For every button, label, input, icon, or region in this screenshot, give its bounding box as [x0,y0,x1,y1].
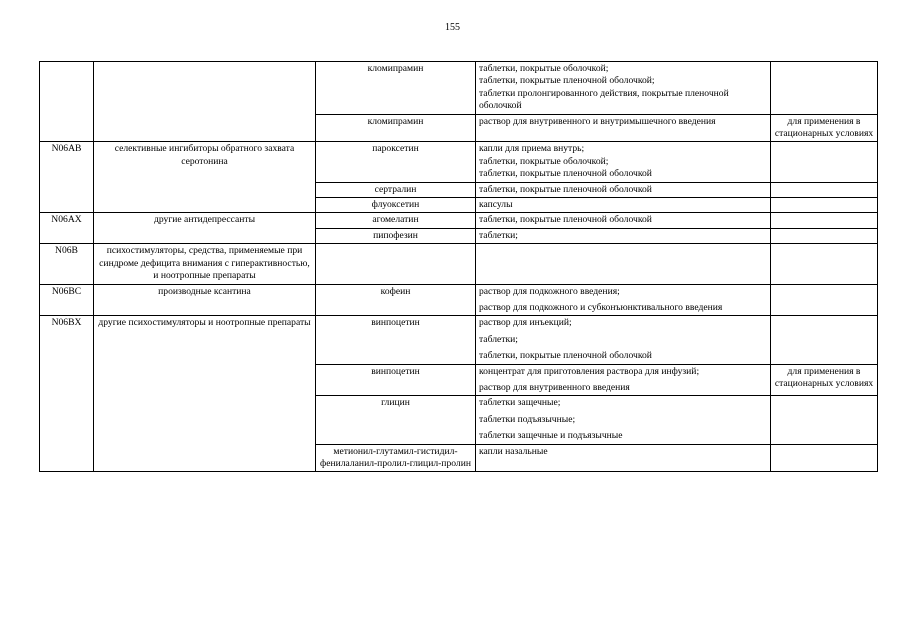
drug-name-cell [316,244,476,284]
dosage-forms-cell [476,142,771,182]
dosage-form-line: таблетки, покрытые пленочной оболочкой; [479,75,655,87]
note-cell [771,244,878,284]
table-row [40,213,878,228]
note-cell [771,142,878,182]
dosage-forms-cell [476,114,771,142]
atc-code-cell: N06AB [40,142,94,213]
dosage-forms-cell [476,284,771,316]
page-number: 155 [445,22,460,33]
dosage-forms-cell [476,244,771,284]
table-row [40,284,878,316]
dosage-form-line: таблетки подъязычные; [479,413,576,425]
dosage-forms-cell [476,62,771,115]
table-row [40,142,878,182]
dosage-form-line: таблетки, покрытые пленочной оболочкой [479,350,652,362]
note-cell [771,213,878,228]
group-name-cell: психостимуляторы, средства, применяемые при синдроме дефицита внимания с гиперактивностью, и ноотропные препараты [94,244,316,284]
atc-code-cell: N06AX [40,213,94,244]
note-cell [771,316,878,364]
table-row [40,316,878,364]
dosage-form-line: таблетки пролонгированного действия, покрытые пленочной оболочкой [479,87,729,112]
dosage-form-line: раствор для внутривенного введения [479,381,630,393]
note-cell: для применения в стационарных условиях [771,364,878,396]
group-name-cell [94,62,316,142]
dosage-form-line: таблетки; [479,333,518,345]
atc-code-cell: N06BC [40,284,94,316]
drug-name-cell: сертралин [316,182,476,197]
note-cell [771,444,878,472]
group-name-cell: другие антидепрессанты [94,213,316,244]
note-cell [771,198,878,213]
dosage-form-line: таблетки, покрытые пленочной оболочкой [479,214,652,226]
dosage-form-line: капли для приема внутрь; [479,143,585,155]
dosage-form-line: капсулы [479,199,513,211]
medications-table [39,61,878,472]
dosage-forms-cell [476,198,771,213]
atc-code-cell: N06BX [40,316,94,472]
note-cell [771,62,878,115]
atc-code-cell [40,62,94,142]
dosage-form-line: раствор для инъекций; [479,317,572,329]
dosage-forms-cell [476,228,771,243]
table-row [40,244,878,284]
drug-name-cell: пипофезин [316,228,476,243]
group-name-cell: производные ксантина [94,284,316,316]
dosage-forms-cell [476,182,771,197]
drug-name-cell: метионил-глутамил-гистидил-фенилаланил-пролил-глицил-пролин [316,444,476,472]
note-cell [771,284,878,316]
dosage-form-line: таблетки, покрытые оболочкой; [479,155,609,167]
note-cell [771,396,878,444]
dosage-form-line: раствор для подкожного введения; [479,285,620,297]
drug-name-cell: флуоксетин [316,198,476,213]
drug-name-cell: кломипрамин [316,114,476,142]
dosage-form-line: таблетки, покрытые пленочной оболочкой [479,168,652,180]
dosage-form-line: таблетки, покрытые оболочкой; [479,63,609,74]
dosage-forms-cell [476,213,771,228]
dosage-forms-cell [476,444,771,472]
drug-name-cell: винпоцетин [316,364,476,396]
dosage-form-line: раствор для внутривенного и внутримышечного введения [479,115,716,127]
dosage-forms-cell [476,396,771,444]
dosage-form-line: капли назальные [479,445,548,457]
table-row [40,62,878,115]
dosage-forms-cell [476,316,771,364]
atc-code-cell: N06B [40,244,94,284]
drug-name-cell: глицин [316,396,476,444]
dosage-form-line: таблетки; [479,229,518,241]
dosage-form-line: таблетки, покрытые пленочной оболочкой [479,183,652,195]
dosage-form-line: концентрат для приготовления раствора для инфузий; [479,365,700,377]
drug-name-cell: кломипрамин [316,62,476,115]
dosage-form-line: раствор для подкожного и субконъюнктивального введения [479,301,723,313]
note-cell [771,182,878,197]
note-cell [771,228,878,243]
group-name-cell: другие психостимуляторы и ноотропные препараты [94,316,316,472]
group-name-cell: селективные ингибиторы обратного захвата серотонина [94,142,316,213]
note-cell: для применения в стационарных условиях [771,114,878,142]
dosage-form-line: таблетки защечные и подъязычные [479,430,623,442]
drug-name-cell: винпоцетин [316,316,476,364]
drug-name-cell: кофеин [316,284,476,316]
dosage-forms-cell [476,364,771,396]
drug-name-cell: пароксетин [316,142,476,182]
dosage-form-line: таблетки защечные; [479,397,561,409]
drug-name-cell: агомелатин [316,213,476,228]
